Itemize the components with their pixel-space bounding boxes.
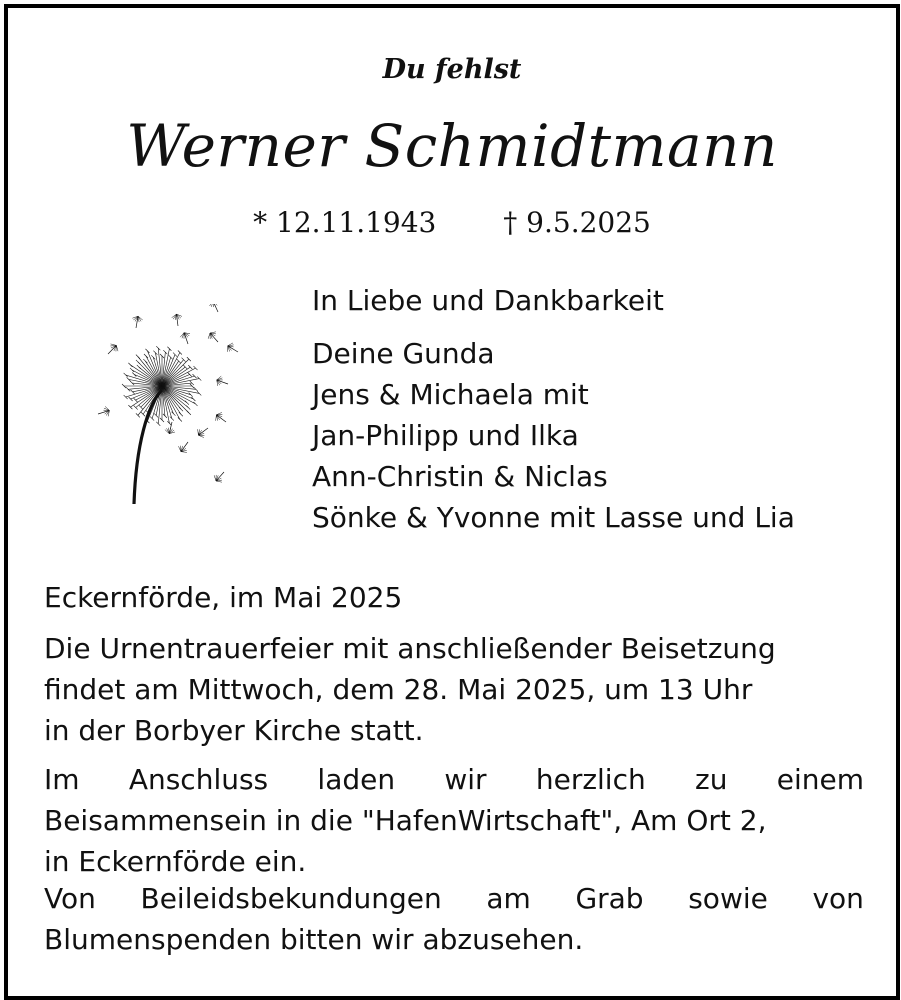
- mourner: Ann-Christin & Niclas: [312, 460, 608, 493]
- mourner: Sönke & Yvonne mit Lasse und Lia: [312, 501, 795, 534]
- mourners-intro: In Liebe und Dankbarkeit: [312, 284, 664, 317]
- paragraph-line-justified: [44, 878, 864, 919]
- paragraph-line: Beisammensein in die "HafenWirtschaft", Am Ort 2,: [44, 804, 767, 837]
- word: laden: [317, 763, 396, 796]
- word: Beileidsbekundungen: [140, 882, 442, 915]
- word: wir: [444, 763, 487, 796]
- paragraph-line: findet am Mittwoch, dem 28. Mai 2025, um 13 Uhr: [44, 673, 753, 706]
- life-dates: [8, 206, 896, 239]
- mourner: Jan-Philipp und Ilka: [312, 419, 579, 452]
- mourner: Deine Gunda: [312, 337, 495, 370]
- paragraph-line: in Eckernförde ein.: [44, 845, 307, 878]
- obituary-notice: [4, 4, 900, 1000]
- dandelion-icon: [78, 304, 248, 514]
- word: einem: [776, 763, 864, 796]
- mourner: Jens & Michaela mit: [312, 378, 589, 411]
- ceremony-paragraph: [44, 628, 864, 751]
- birth-date: * 12.11.1943: [253, 206, 437, 239]
- word: Anschluss: [128, 763, 269, 796]
- condolence-paragraph: [44, 878, 864, 960]
- place-date: Eckernförde, im Mai 2025: [44, 581, 403, 614]
- word: von: [812, 882, 864, 915]
- word: am: [486, 882, 531, 915]
- death-date: † 9.5.2025: [503, 206, 651, 239]
- word: herzlich: [535, 763, 646, 796]
- mourners-list: [312, 280, 872, 538]
- heading: Du fehlst: [382, 54, 522, 85]
- word: zu: [695, 763, 728, 796]
- gathering-paragraph: [44, 759, 864, 882]
- word: Grab: [575, 882, 644, 915]
- paragraph-line: in der Borbyer Kirche statt.: [44, 714, 424, 747]
- word: sowie: [688, 882, 768, 915]
- paragraph-line: Die Urnentrauerfeier mit anschließender Beisetzung: [44, 632, 776, 665]
- paragraph-line-justified: [44, 759, 864, 800]
- word: Von: [44, 882, 96, 915]
- deceased-name: Werner Schmidtmann: [126, 112, 778, 180]
- word: Im: [44, 763, 80, 796]
- paragraph-line: Blumenspenden bitten wir abzusehen.: [44, 923, 584, 956]
